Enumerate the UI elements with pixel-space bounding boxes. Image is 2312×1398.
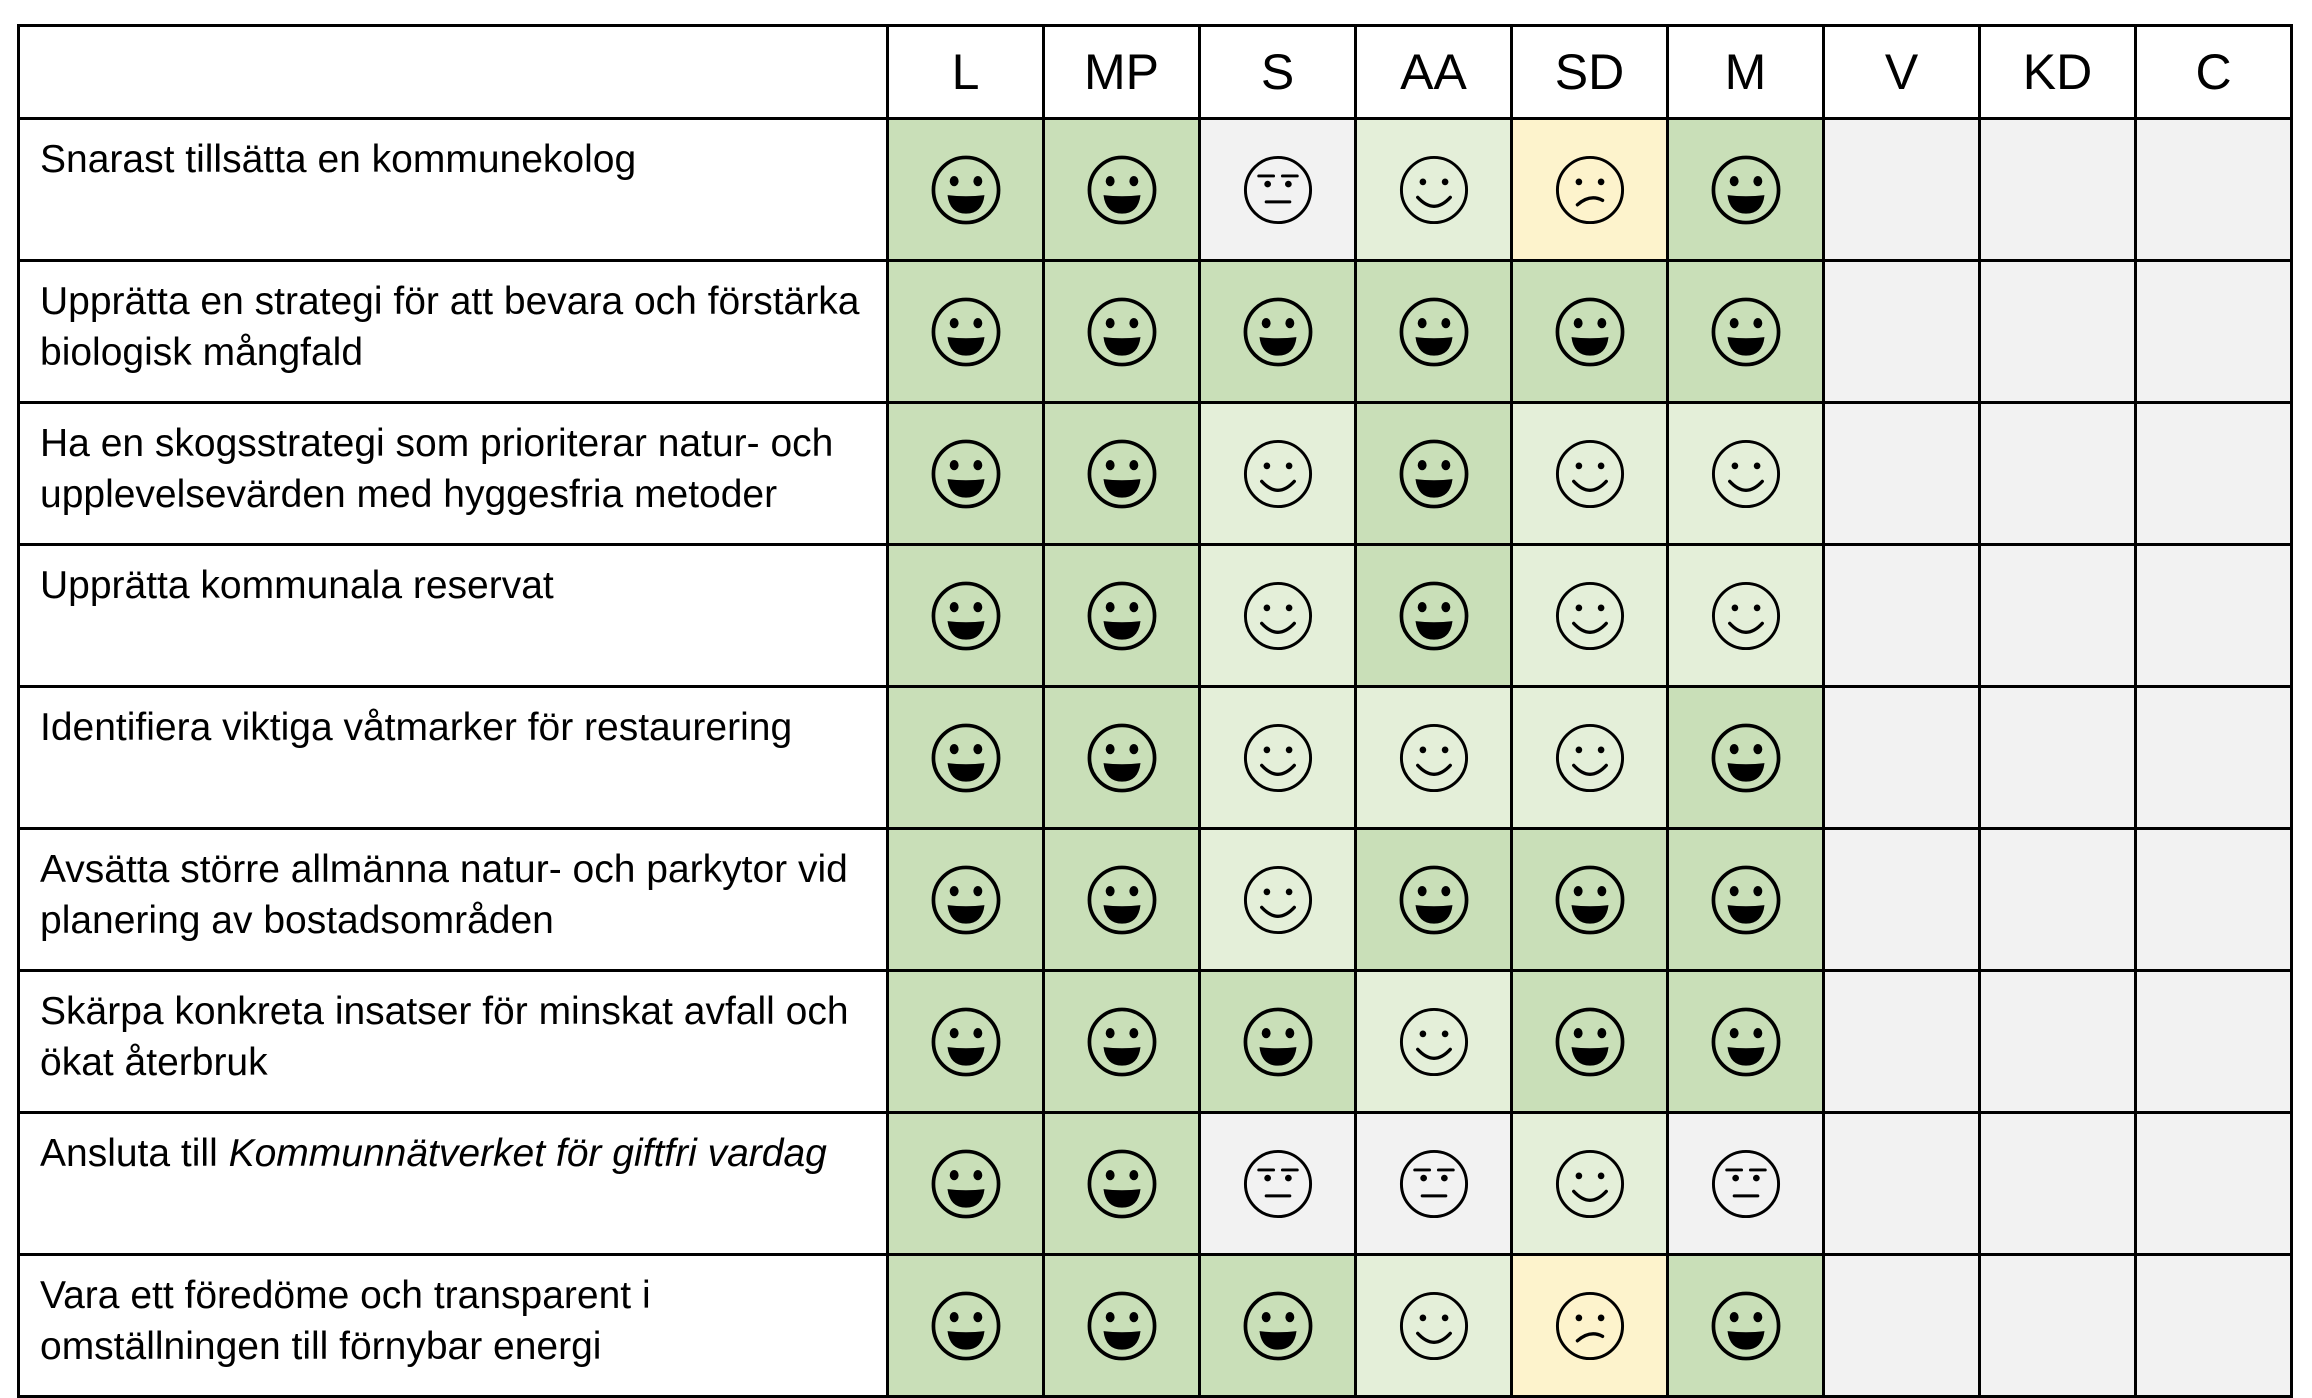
rating-cell-v bbox=[1824, 119, 1980, 261]
big-grin-face-icon bbox=[1085, 295, 1159, 369]
rating-cell-c bbox=[2136, 687, 2292, 829]
big-grin-face-icon bbox=[1085, 863, 1159, 937]
statement-text: Ha en skogsstrategi som prioriterar natur- och upplevelsevärden med hyggesfria metoder bbox=[40, 422, 834, 516]
smiley-face-icon bbox=[1397, 1289, 1471, 1363]
rating-cell-l bbox=[888, 119, 1044, 261]
rating-cell-kd bbox=[1980, 687, 2136, 829]
rating-cell-v bbox=[1824, 545, 1980, 687]
rating-cell-s bbox=[1200, 971, 1356, 1113]
rating-cell-c bbox=[2136, 545, 2292, 687]
smiley-face-icon bbox=[1241, 721, 1315, 795]
table-row bbox=[19, 1113, 2292, 1255]
rating-cell-l bbox=[888, 261, 1044, 403]
party-header-sd: SD bbox=[1512, 26, 1668, 119]
big-grin-face-icon bbox=[1553, 863, 1627, 937]
rating-cell-mp bbox=[1044, 829, 1200, 971]
table-row bbox=[19, 687, 2292, 829]
party-header-kd: KD bbox=[1980, 26, 2136, 119]
frowning-face-icon bbox=[1553, 1289, 1627, 1363]
rating-cell-mp bbox=[1044, 971, 1200, 1113]
table-body bbox=[19, 119, 2292, 1397]
rating-cell-sd bbox=[1512, 829, 1668, 971]
rating-cell-sd bbox=[1512, 261, 1668, 403]
rating-cell-v bbox=[1824, 829, 1980, 971]
rating-cell-sd bbox=[1512, 971, 1668, 1113]
rating-cell-aa bbox=[1356, 829, 1512, 971]
rating-cell-kd bbox=[1980, 261, 2136, 403]
smiley-face-icon bbox=[1553, 437, 1627, 511]
rating-cell-l bbox=[888, 403, 1044, 545]
statement-text: Ansluta till bbox=[40, 1132, 229, 1175]
party-header-v: V bbox=[1824, 26, 1980, 119]
rating-cell-s bbox=[1200, 545, 1356, 687]
statement-cell bbox=[19, 829, 888, 971]
rating-cell-v bbox=[1824, 403, 1980, 545]
rating-cell-c bbox=[2136, 119, 2292, 261]
statement-text: Vara ett föredöme och transparent i omställningen till förnybar energi bbox=[40, 1274, 651, 1368]
rating-cell-aa bbox=[1356, 1255, 1512, 1397]
smiley-face-icon bbox=[1397, 153, 1471, 227]
frowning-face-icon bbox=[1553, 153, 1627, 227]
big-grin-face-icon bbox=[1085, 1147, 1159, 1221]
smiley-face-icon bbox=[1709, 437, 1783, 511]
big-grin-face-icon bbox=[1241, 1289, 1315, 1363]
rating-cell-sd bbox=[1512, 687, 1668, 829]
rating-cell-aa bbox=[1356, 687, 1512, 829]
statement-cell bbox=[19, 403, 888, 545]
statement-cell bbox=[19, 687, 888, 829]
rating-cell-v bbox=[1824, 971, 1980, 1113]
rating-cell-s bbox=[1200, 119, 1356, 261]
big-grin-face-icon bbox=[929, 1005, 1003, 1079]
table-row bbox=[19, 403, 2292, 545]
big-grin-face-icon bbox=[929, 721, 1003, 795]
big-grin-face-icon bbox=[929, 437, 1003, 511]
statement-text: Identifiera viktiga våtmarker för restaurering bbox=[40, 706, 793, 749]
big-grin-face-icon bbox=[929, 579, 1003, 653]
rating-cell-kd bbox=[1980, 1255, 2136, 1397]
statement-cell bbox=[19, 1255, 888, 1397]
rating-cell-l bbox=[888, 1255, 1044, 1397]
party-header-aa: AA bbox=[1356, 26, 1512, 119]
party-header-l: L bbox=[888, 26, 1044, 119]
rating-cell-mp bbox=[1044, 261, 1200, 403]
rating-cell-m bbox=[1668, 261, 1824, 403]
smiley-face-icon bbox=[1709, 579, 1783, 653]
rating-cell-s bbox=[1200, 1113, 1356, 1255]
big-grin-face-icon bbox=[1397, 437, 1471, 511]
rating-cell-m bbox=[1668, 403, 1824, 545]
rating-cell-l bbox=[888, 971, 1044, 1113]
big-grin-face-icon bbox=[929, 153, 1003, 227]
rating-cell-v bbox=[1824, 261, 1980, 403]
rating-cell-mp bbox=[1044, 687, 1200, 829]
rating-cell-sd bbox=[1512, 1255, 1668, 1397]
rating-cell-aa bbox=[1356, 1113, 1512, 1255]
rating-cell-m bbox=[1668, 687, 1824, 829]
rating-cell-s bbox=[1200, 261, 1356, 403]
rating-cell-mp bbox=[1044, 545, 1200, 687]
rating-cell-l bbox=[888, 829, 1044, 971]
rating-cell-mp bbox=[1044, 119, 1200, 261]
rating-cell-m bbox=[1668, 1255, 1824, 1397]
statement-cell bbox=[19, 1113, 888, 1255]
big-grin-face-icon bbox=[1553, 1005, 1627, 1079]
big-grin-face-icon bbox=[1709, 863, 1783, 937]
rating-cell-c bbox=[2136, 829, 2292, 971]
rating-cell-kd bbox=[1980, 829, 2136, 971]
rating-cell-aa bbox=[1356, 119, 1512, 261]
table-row bbox=[19, 971, 2292, 1113]
rating-cell-c bbox=[2136, 971, 2292, 1113]
rating-cell-m bbox=[1668, 829, 1824, 971]
rating-cell-c bbox=[2136, 1113, 2292, 1255]
rating-cell-kd bbox=[1980, 403, 2136, 545]
big-grin-face-icon bbox=[929, 1289, 1003, 1363]
table-row bbox=[19, 119, 2292, 261]
statement-cell bbox=[19, 545, 888, 687]
rating-cell-aa bbox=[1356, 971, 1512, 1113]
rating-cell-c bbox=[2136, 403, 2292, 545]
smiley-face-icon bbox=[1553, 579, 1627, 653]
rating-cell-aa bbox=[1356, 403, 1512, 545]
party-header-c: C bbox=[2136, 26, 2292, 119]
rating-cell-sd bbox=[1512, 1113, 1668, 1255]
big-grin-face-icon bbox=[1085, 1005, 1159, 1079]
rating-cell-mp bbox=[1044, 403, 1200, 545]
neutral-face-icon bbox=[1709, 1147, 1783, 1221]
rating-cell-aa bbox=[1356, 545, 1512, 687]
big-grin-face-icon bbox=[1085, 1289, 1159, 1363]
table-row bbox=[19, 829, 2292, 971]
rating-cell-m bbox=[1668, 119, 1824, 261]
rating-cell-m bbox=[1668, 1113, 1824, 1255]
statement-text: Upprätta kommunala reservat bbox=[40, 564, 554, 607]
big-grin-face-icon bbox=[1397, 863, 1471, 937]
party-header-mp: MP bbox=[1044, 26, 1200, 119]
big-grin-face-icon bbox=[1085, 579, 1159, 653]
rating-cell-mp bbox=[1044, 1255, 1200, 1397]
neutral-face-icon bbox=[1397, 1147, 1471, 1221]
rating-cell-v bbox=[1824, 1255, 1980, 1397]
table-row bbox=[19, 1255, 2292, 1397]
big-grin-face-icon bbox=[1709, 721, 1783, 795]
rating-cell-kd bbox=[1980, 1113, 2136, 1255]
smiley-face-icon bbox=[1397, 1005, 1471, 1079]
rating-cell-m bbox=[1668, 545, 1824, 687]
big-grin-face-icon bbox=[1397, 579, 1471, 653]
big-grin-face-icon bbox=[929, 1147, 1003, 1221]
rating-cell-c bbox=[2136, 261, 2292, 403]
statement-text: Snarast tillsätta en kommunekolog bbox=[40, 138, 637, 181]
rating-cell-l bbox=[888, 545, 1044, 687]
rating-cell-l bbox=[888, 687, 1044, 829]
big-grin-face-icon bbox=[1085, 437, 1159, 511]
rating-cell-kd bbox=[1980, 971, 2136, 1113]
header-blank-cell bbox=[19, 26, 888, 119]
statement-cell bbox=[19, 261, 888, 403]
table-row bbox=[19, 261, 2292, 403]
rating-cell-s bbox=[1200, 829, 1356, 971]
party-header-s: S bbox=[1200, 26, 1356, 119]
neutral-face-icon bbox=[1241, 153, 1315, 227]
party-header-m: M bbox=[1668, 26, 1824, 119]
big-grin-face-icon bbox=[1241, 295, 1315, 369]
rating-cell-sd bbox=[1512, 119, 1668, 261]
neutral-face-icon bbox=[1241, 1147, 1315, 1221]
rating-cell-v bbox=[1824, 687, 1980, 829]
statement-text: Upprätta en strategi för att bevara och förstärka biologisk mångfald bbox=[40, 280, 860, 374]
smiley-face-icon bbox=[1241, 863, 1315, 937]
smiley-face-icon bbox=[1241, 437, 1315, 511]
rating-cell-s bbox=[1200, 1255, 1356, 1397]
big-grin-face-icon bbox=[1085, 153, 1159, 227]
rating-cell-kd bbox=[1980, 119, 2136, 261]
header-row bbox=[19, 26, 2292, 119]
statement-cell bbox=[19, 119, 888, 261]
smiley-face-icon bbox=[1553, 1147, 1627, 1221]
big-grin-face-icon bbox=[1709, 295, 1783, 369]
rating-cell-l bbox=[888, 1113, 1044, 1255]
party-comparison-table bbox=[17, 24, 2293, 1398]
rating-cell-sd bbox=[1512, 545, 1668, 687]
rating-cell-s bbox=[1200, 687, 1356, 829]
rating-cell-mp bbox=[1044, 1113, 1200, 1255]
big-grin-face-icon bbox=[929, 295, 1003, 369]
rating-cell-m bbox=[1668, 971, 1824, 1113]
table-row bbox=[19, 545, 2292, 687]
smiley-face-icon bbox=[1241, 579, 1315, 653]
big-grin-face-icon bbox=[1397, 295, 1471, 369]
statement-text: Avsätta större allmänna natur- och parkytor vid planering av bostadsområden bbox=[40, 848, 848, 942]
big-grin-face-icon bbox=[1709, 153, 1783, 227]
rating-cell-sd bbox=[1512, 403, 1668, 545]
statement-cell bbox=[19, 971, 888, 1113]
big-grin-face-icon bbox=[929, 863, 1003, 937]
big-grin-face-icon bbox=[1709, 1005, 1783, 1079]
big-grin-face-icon bbox=[1553, 295, 1627, 369]
rating-cell-s bbox=[1200, 403, 1356, 545]
big-grin-face-icon bbox=[1241, 1005, 1315, 1079]
statement-italic-text: Kommunnätverket för giftfri vardag bbox=[228, 1132, 827, 1175]
smiley-face-icon bbox=[1397, 721, 1471, 795]
rating-cell-aa bbox=[1356, 261, 1512, 403]
big-grin-face-icon bbox=[1709, 1289, 1783, 1363]
rating-cell-kd bbox=[1980, 545, 2136, 687]
big-grin-face-icon bbox=[1085, 721, 1159, 795]
rating-cell-c bbox=[2136, 1255, 2292, 1397]
statement-text: Skärpa konkreta insatser för minskat avfall och ökat återbruk bbox=[40, 990, 849, 1084]
smiley-face-icon bbox=[1553, 721, 1627, 795]
rating-cell-v bbox=[1824, 1113, 1980, 1255]
